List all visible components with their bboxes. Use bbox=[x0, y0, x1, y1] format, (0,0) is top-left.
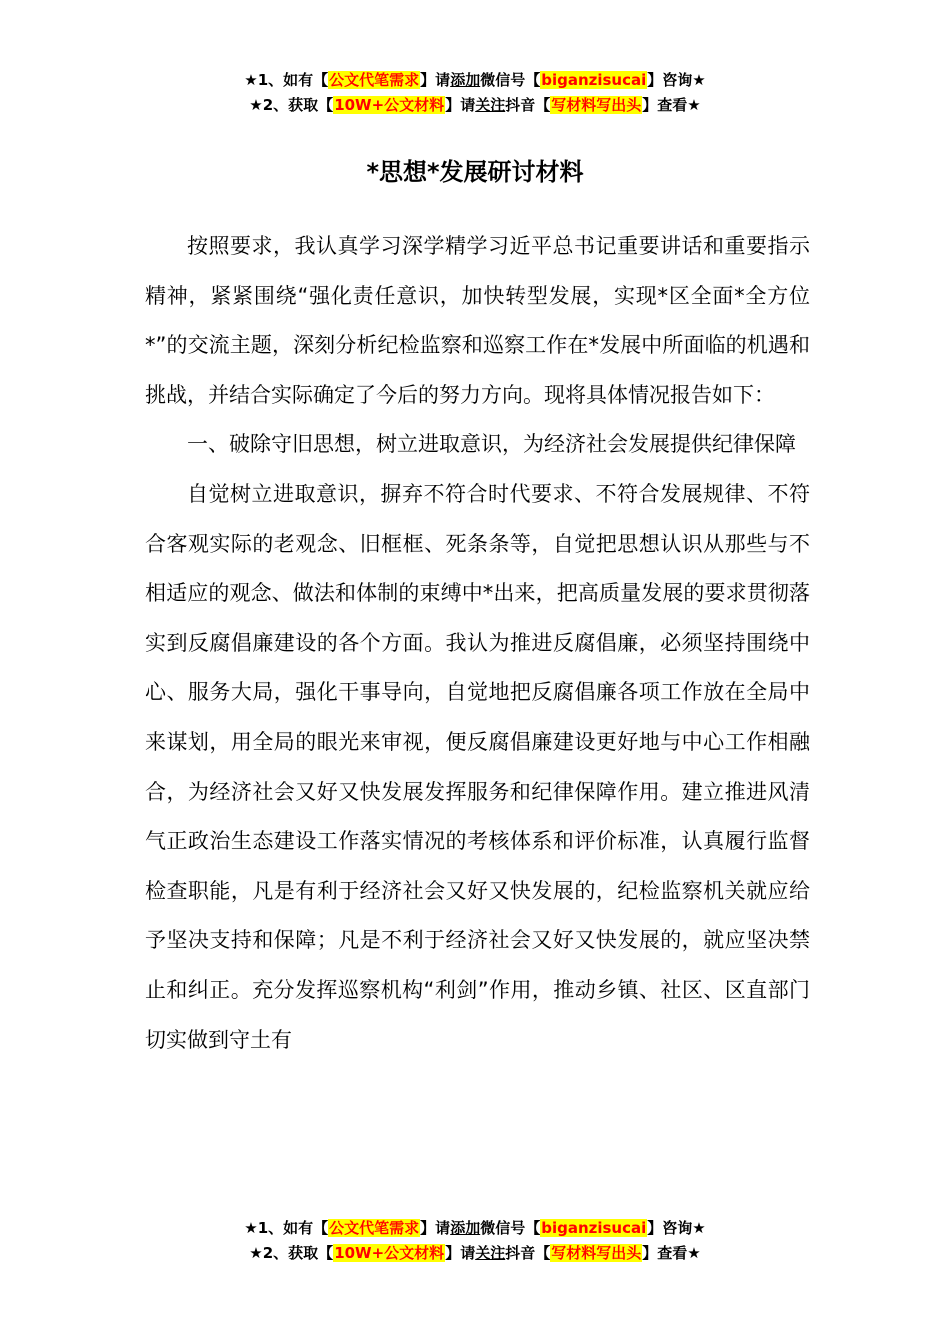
banner-line-1 bbox=[0, 1216, 950, 1241]
banner-text: 】咨询★ bbox=[647, 1219, 706, 1237]
banner-text: ★1、如有【 bbox=[244, 71, 329, 89]
highlight-materials: 10W+公文材料 bbox=[334, 1244, 445, 1262]
banner-line-1 bbox=[0, 68, 950, 93]
banner-text: 】请 bbox=[420, 71, 451, 89]
banner-text: 抖音【 bbox=[505, 1244, 551, 1262]
banner-text: 】查看★ bbox=[642, 96, 701, 114]
highlight-materials: 10W+公文材料 bbox=[334, 96, 445, 114]
underline-add: 添加 bbox=[450, 71, 481, 89]
banner-text: 】请 bbox=[445, 96, 476, 114]
underline-follow: 关注 bbox=[475, 1244, 506, 1262]
highlight-service: 公文代笔需求 bbox=[329, 1219, 420, 1237]
banner-text: 】咨询★ bbox=[647, 71, 706, 89]
banner-text: ★1、如有【 bbox=[244, 1219, 329, 1237]
document-body bbox=[145, 222, 810, 1065]
document-title: *思想*发展研讨材料 bbox=[366, 158, 584, 186]
banner-text: 抖音【 bbox=[505, 96, 551, 114]
highlight-wechat-id: biganzisucai bbox=[541, 1219, 647, 1237]
banner-text: 微信号【 bbox=[480, 71, 541, 89]
underline-follow: 关注 bbox=[475, 96, 506, 114]
banner-text: 】请 bbox=[445, 1244, 476, 1262]
banner-text: ★2、获取【 bbox=[249, 1244, 334, 1262]
underline-add: 添加 bbox=[450, 1219, 481, 1237]
highlight-account: 写材料写出头 bbox=[551, 1244, 642, 1262]
banner-text: ★2、获取【 bbox=[249, 96, 334, 114]
banner-text: 】请 bbox=[420, 1219, 451, 1237]
banner-line-2 bbox=[0, 93, 950, 118]
highlight-account: 写材料写出头 bbox=[551, 96, 642, 114]
paragraph-body: 自觉树立进取意识，摒弃不符合时代要求、不符合发展规律、不符合客观实际的老观念、旧框框、死条条等，自觉把思想认识从那些与不相适应的观念、做法和体制的束缚中*出来，把高质量发展的要求贯彻落实到反腐倡廉建设的各个方面。我认为推进反腐倡廉，必须坚持围绕中心、服务大局，强化干事导向，自觉地把反腐倡廉各项工作放在全局中来谋划，用全局的眼光来审视，便反腐倡廉建设更好地与中心工作相融合，为经济社会又好又快发展发挥服务和纪律保障作用。建立推进风清气正政治生态建设工作落实情况的考核体系和评价标准，认真履行监督检查职能，凡是有利于经济社会又好又快发展的，纪检监察机关就应给予坚决支持和保障；凡是不利于经济社会又好又快发展的，就应坚决禁止和纠正。充分发挥巡察机构“利剑”作用，推动乡镇、社区、区直部门切实做到守土有 bbox=[145, 481, 810, 1052]
banner-line-2 bbox=[0, 1241, 950, 1266]
highlight-wechat-id: biganzisucai bbox=[541, 71, 647, 89]
highlight-service: 公文代笔需求 bbox=[329, 71, 420, 89]
footer-banner bbox=[0, 1216, 950, 1266]
section-heading-1: 一、破除守旧思想，树立进取意识，为经济社会发展提供纪律保障 bbox=[187, 432, 796, 457]
header-banner bbox=[0, 68, 950, 118]
banner-text: 】查看★ bbox=[642, 1244, 701, 1262]
paragraph-intro: 按照要求，我认真学习深学精学习近平总书记重要讲话和重要指示精神，紧紧围绕“强化责任意识，加快转型发展，实现*区全面*全方位*”的交流主题，深刻分析纪检监察和巡察工作在*发展中所面临的机遇和挑战，并结合实际确定了今后的努力方向。现将具体情况报告如下： bbox=[145, 234, 810, 407]
banner-text: 微信号【 bbox=[480, 1219, 541, 1237]
